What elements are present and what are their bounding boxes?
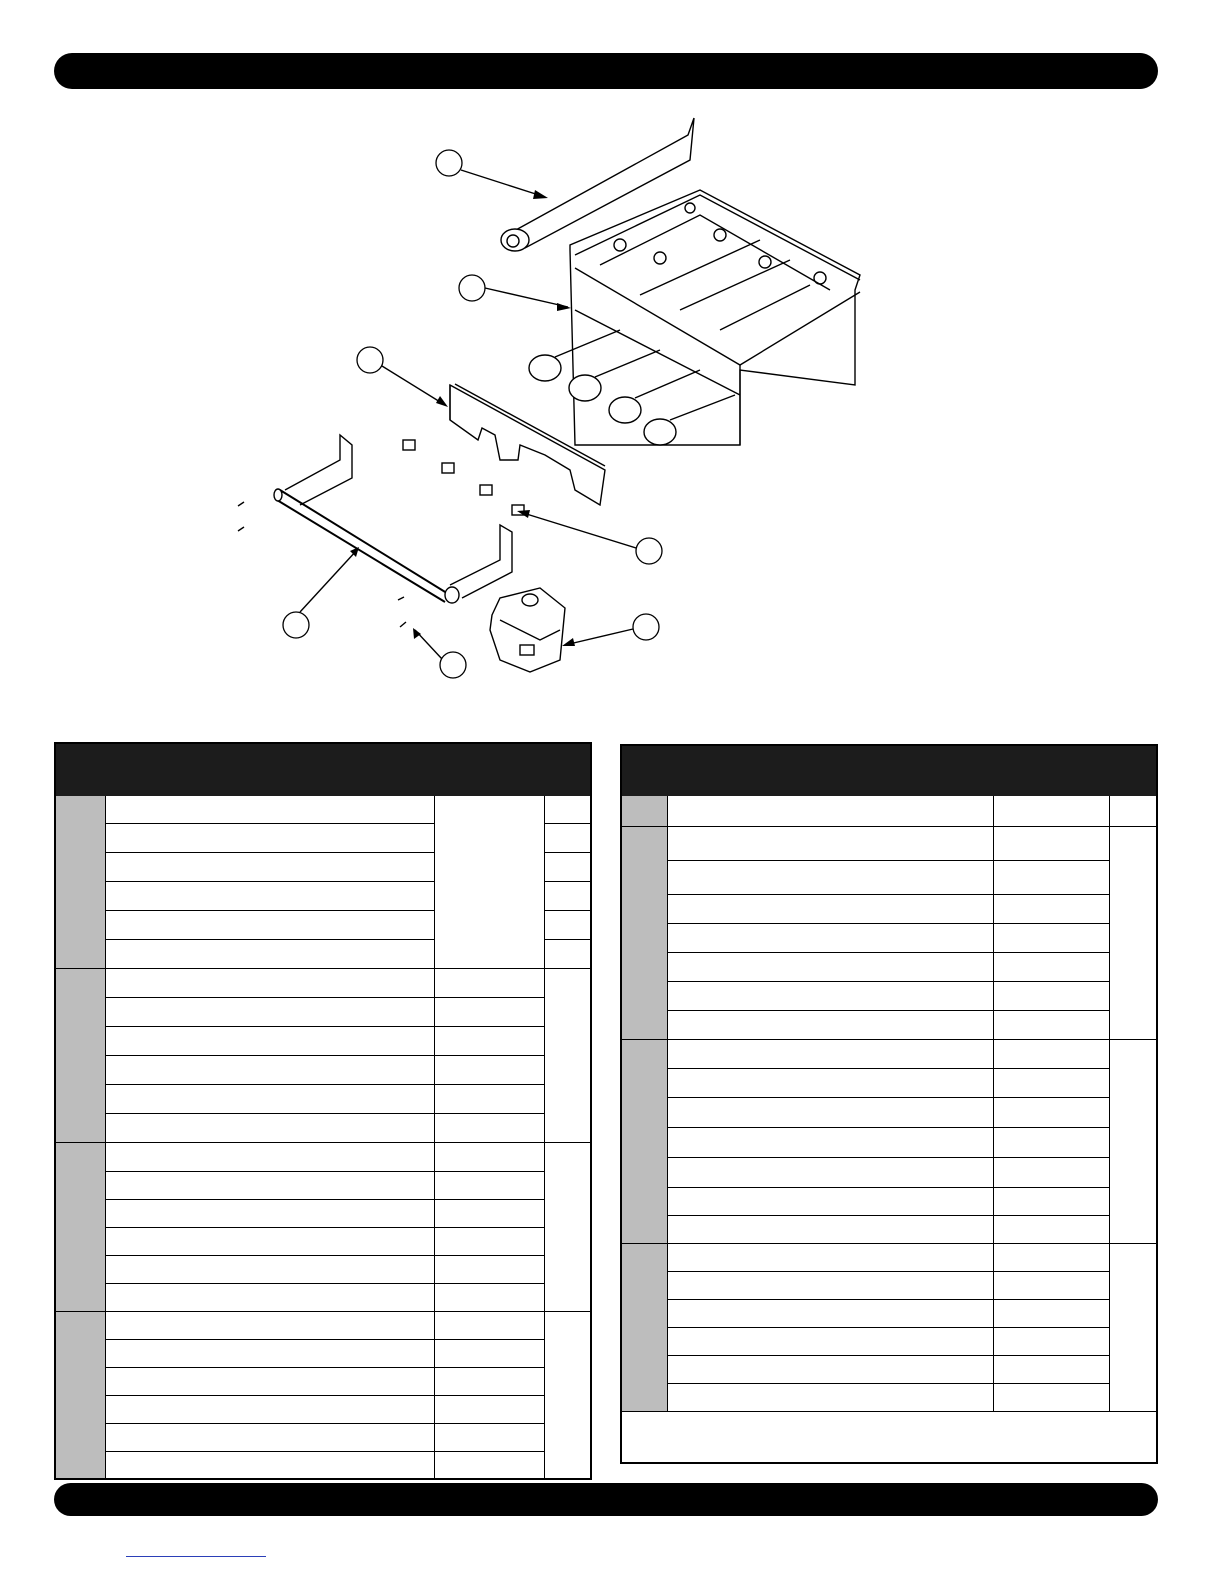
part-number-cell bbox=[993, 1243, 1109, 1271]
qty-cell bbox=[545, 881, 591, 910]
header-item bbox=[55, 743, 105, 795]
part-number-cell bbox=[434, 1255, 544, 1283]
table-row bbox=[621, 1187, 1157, 1215]
description-cell bbox=[667, 826, 993, 860]
qty-cell bbox=[545, 795, 591, 823]
part-number-cell bbox=[434, 1367, 544, 1395]
description-cell bbox=[105, 1283, 434, 1311]
description-cell bbox=[667, 1383, 993, 1411]
note-row bbox=[621, 1411, 1157, 1463]
description-cell bbox=[105, 1255, 434, 1283]
qty-cell bbox=[1109, 826, 1157, 1039]
description-cell bbox=[105, 1171, 434, 1199]
table-row bbox=[55, 1171, 591, 1199]
table-row bbox=[621, 795, 1157, 826]
table-row bbox=[621, 1271, 1157, 1299]
description-cell bbox=[105, 1339, 434, 1367]
description-cell bbox=[105, 910, 434, 939]
screws bbox=[238, 502, 406, 627]
part-number-cell bbox=[434, 1199, 544, 1227]
description-cell bbox=[667, 1327, 993, 1355]
callout-4 bbox=[636, 538, 662, 564]
qty-cell bbox=[545, 852, 591, 881]
table-row bbox=[621, 952, 1157, 981]
table-row bbox=[55, 1367, 591, 1395]
table-row bbox=[621, 1157, 1157, 1187]
part-number-cell bbox=[993, 1157, 1109, 1187]
description-cell bbox=[667, 860, 993, 894]
description-cell bbox=[667, 1271, 993, 1299]
description-cell bbox=[105, 939, 434, 968]
description-cell bbox=[105, 1084, 434, 1113]
callout-7 bbox=[440, 652, 466, 678]
table-row bbox=[55, 1227, 591, 1255]
part-number-cell bbox=[993, 1383, 1109, 1411]
callout-2 bbox=[459, 275, 485, 301]
description-cell bbox=[667, 1243, 993, 1271]
description-cell bbox=[105, 1113, 434, 1142]
table-row bbox=[55, 795, 591, 823]
qty-cell bbox=[545, 1311, 591, 1479]
description-cell bbox=[105, 1142, 434, 1171]
callout-5 bbox=[283, 612, 309, 638]
table-row bbox=[621, 894, 1157, 923]
part-number-cell bbox=[434, 1227, 544, 1255]
table-row bbox=[55, 1255, 591, 1283]
description-cell bbox=[105, 1026, 434, 1055]
part-number-cell bbox=[434, 1283, 544, 1311]
description-cell bbox=[667, 894, 993, 923]
description-cell bbox=[667, 952, 993, 981]
table-row bbox=[55, 1084, 591, 1113]
bottom-banner bbox=[54, 1483, 1158, 1516]
qty-cell bbox=[545, 968, 591, 1142]
part-number-cell bbox=[993, 860, 1109, 894]
header-qty bbox=[1109, 745, 1157, 795]
qty-cell bbox=[1109, 1039, 1157, 1243]
table-row bbox=[55, 1395, 591, 1423]
part-number-cell bbox=[434, 1423, 544, 1451]
table-row bbox=[621, 826, 1157, 860]
description-cell bbox=[105, 1395, 434, 1423]
group-label bbox=[55, 795, 105, 968]
qty-cell bbox=[545, 1142, 591, 1311]
description-cell bbox=[667, 1355, 993, 1383]
qty-cell bbox=[545, 939, 591, 968]
description-cell bbox=[667, 1039, 993, 1068]
table-row bbox=[621, 1299, 1157, 1327]
qty-cell bbox=[1109, 795, 1157, 826]
table-row bbox=[55, 1311, 591, 1339]
part-number-cell bbox=[434, 1311, 544, 1339]
part-number-cell bbox=[993, 795, 1109, 826]
table-row bbox=[621, 1039, 1157, 1068]
callout-6 bbox=[633, 614, 659, 640]
part-number-cell bbox=[434, 1395, 544, 1423]
group-label bbox=[55, 1311, 105, 1479]
part-number-cell bbox=[434, 1171, 544, 1199]
table-row bbox=[55, 1142, 591, 1171]
parts-table-left bbox=[54, 742, 592, 1480]
header-qty bbox=[545, 743, 591, 795]
part-number-cell bbox=[993, 923, 1109, 952]
description-cell bbox=[105, 823, 434, 852]
qty-cell bbox=[545, 910, 591, 939]
description-cell bbox=[105, 997, 434, 1026]
table-row bbox=[621, 1097, 1157, 1127]
table-row bbox=[621, 1215, 1157, 1243]
description-cell bbox=[667, 1097, 993, 1127]
table-row bbox=[621, 1383, 1157, 1411]
table-row bbox=[621, 1355, 1157, 1383]
header-description bbox=[667, 745, 993, 795]
part-number-cell bbox=[993, 1097, 1109, 1127]
part-number-cell bbox=[434, 1055, 544, 1084]
description-cell bbox=[105, 1055, 434, 1084]
description-cell bbox=[105, 881, 434, 910]
part-number-cell bbox=[993, 1215, 1109, 1243]
description-cell bbox=[667, 981, 993, 1010]
description-cell bbox=[667, 1187, 993, 1215]
part-number-cell bbox=[993, 981, 1109, 1010]
part-number-cell bbox=[993, 1187, 1109, 1215]
description-cell bbox=[105, 852, 434, 881]
table-row bbox=[621, 923, 1157, 952]
table-row bbox=[55, 968, 591, 997]
part-number-cell bbox=[993, 1271, 1109, 1299]
parts-table-right bbox=[620, 744, 1158, 1464]
part-number-cell bbox=[993, 1068, 1109, 1097]
header-part-number bbox=[434, 743, 544, 795]
table-row bbox=[55, 1423, 591, 1451]
description-cell bbox=[667, 1299, 993, 1327]
table-row bbox=[621, 981, 1157, 1010]
part-number-cell bbox=[993, 1355, 1109, 1383]
part-number-cell bbox=[434, 1026, 544, 1055]
table-row bbox=[55, 997, 591, 1026]
gas-valve-part bbox=[490, 588, 565, 672]
group-label bbox=[621, 795, 667, 826]
description-cell bbox=[667, 1157, 993, 1187]
description-cell bbox=[667, 923, 993, 952]
description-cell bbox=[105, 1311, 434, 1339]
part-number-cell bbox=[434, 1113, 544, 1142]
part-number-cell bbox=[434, 997, 544, 1026]
description-cell bbox=[105, 1451, 434, 1479]
header-part-number bbox=[993, 745, 1109, 795]
description-cell bbox=[667, 795, 993, 826]
description-cell bbox=[105, 968, 434, 997]
part-number-cell bbox=[993, 1127, 1109, 1157]
part-number-cell bbox=[434, 968, 544, 997]
part-number-cell bbox=[993, 952, 1109, 981]
part-number-cell bbox=[434, 1142, 544, 1171]
table-row bbox=[55, 1283, 591, 1311]
description-cell bbox=[105, 795, 434, 823]
table-header-row bbox=[55, 743, 591, 795]
part-number-cell bbox=[434, 1084, 544, 1113]
table-row bbox=[621, 860, 1157, 894]
table-note bbox=[621, 1411, 1157, 1463]
qty-cell bbox=[1109, 1243, 1157, 1411]
part-number-cell bbox=[993, 1010, 1109, 1039]
part-number-cell bbox=[434, 795, 544, 968]
table-row bbox=[621, 1068, 1157, 1097]
exploded-parts-diagram bbox=[0, 100, 1224, 700]
description-cell bbox=[105, 1227, 434, 1255]
qty-cell bbox=[545, 823, 591, 852]
table-row bbox=[621, 1243, 1157, 1271]
table-row bbox=[55, 1113, 591, 1142]
description-cell bbox=[667, 1068, 993, 1097]
part-number-cell bbox=[993, 1299, 1109, 1327]
manifold-part bbox=[274, 435, 512, 603]
table-row bbox=[55, 1026, 591, 1055]
description-cell bbox=[105, 1367, 434, 1395]
table-row bbox=[621, 1010, 1157, 1039]
table-header-row bbox=[621, 745, 1157, 795]
description-cell bbox=[667, 1010, 993, 1039]
callout-3 bbox=[357, 347, 383, 373]
top-banner bbox=[54, 53, 1158, 89]
part-number-cell bbox=[434, 1339, 544, 1367]
description-cell bbox=[667, 1127, 993, 1157]
header-item bbox=[621, 745, 667, 795]
table-row bbox=[621, 1327, 1157, 1355]
description-cell bbox=[105, 1423, 434, 1451]
part-number-cell bbox=[993, 894, 1109, 923]
description-cell bbox=[105, 1199, 434, 1227]
group-label bbox=[55, 968, 105, 1142]
table-row bbox=[55, 1199, 591, 1227]
part-number-cell bbox=[993, 1327, 1109, 1355]
table-row bbox=[55, 1451, 591, 1479]
part-number-cell bbox=[993, 1039, 1109, 1068]
group-label bbox=[55, 1142, 105, 1311]
callout-1 bbox=[436, 150, 462, 176]
table-row bbox=[621, 1127, 1157, 1157]
group-label bbox=[621, 1243, 667, 1411]
part-number-cell bbox=[434, 1451, 544, 1479]
header-description bbox=[105, 743, 434, 795]
description-cell bbox=[667, 1215, 993, 1243]
part-number-cell bbox=[993, 826, 1109, 860]
group-label bbox=[621, 1039, 667, 1243]
table-row bbox=[55, 1339, 591, 1367]
group-label bbox=[621, 826, 667, 1039]
footer-link-underline[interactable] bbox=[126, 1556, 266, 1557]
table-row bbox=[55, 1055, 591, 1084]
